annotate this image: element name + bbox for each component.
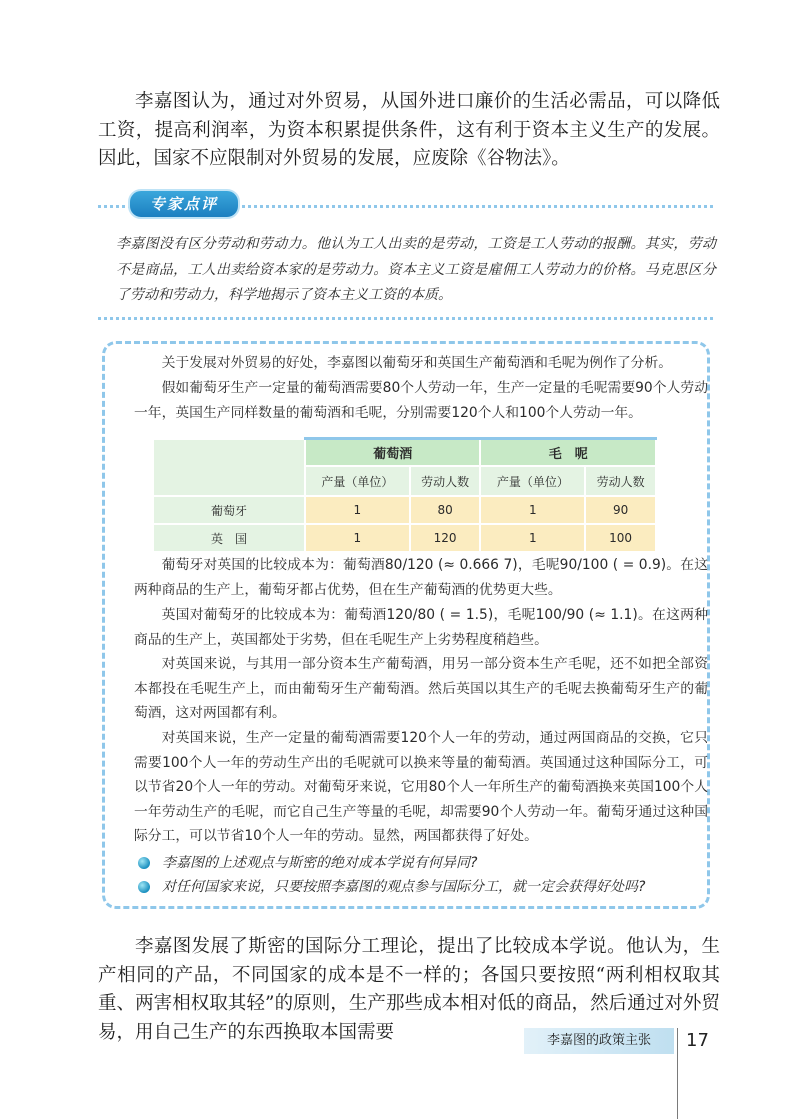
intro-paragraph: 李嘉图认为，通过对外贸易，从国外进口廉价的生活必需品，可以降低工资，提高利润率，为资本积累提供条件，这有利于资本主义生产的发展。因此，国家不应限制对外贸易的发展，应废除《谷物法》。 bbox=[98, 91, 720, 169]
table-cell: 1 bbox=[480, 524, 585, 552]
labor-cost-table bbox=[152, 437, 657, 553]
question-text: 李嘉图的上述观点与斯密的绝对成本学说有何异同? bbox=[162, 855, 478, 871]
table-cell: 1 bbox=[480, 496, 585, 524]
box-paragraph-intro: 关于发展对外贸易的好处，李嘉图以葡萄牙和英国生产葡萄酒和毛呢为例作了分析。 bbox=[161, 355, 673, 371]
page-number: 17 bbox=[686, 1030, 709, 1051]
expert-comment-text: 李嘉图没有区分劳动和劳动力。他认为工人出卖的是劳动，工资是工人劳动的报酬。其实，劳动不是商品，工人出卖给资本家的是劳动力。资本主义工资是雇佣工人劳动力的价格。马克思区分了劳动和劳动力，科学地揭示了资本主义工资的本质。 bbox=[116, 236, 716, 303]
table-cell: 1 bbox=[305, 496, 410, 524]
table-row bbox=[153, 524, 656, 552]
closing-paragraph: 李嘉图发展了斯密的国际分工理论，提出了比较成本学说。他认为，生产相同的产品，不同国家的成本是不一样的；各国只要按照“两利相权取其重、两害相权取其轻”的原则，生产那些成本相对低的商品，然后通过对外贸易，用自己生产的东西换取本国需要 bbox=[98, 936, 720, 1043]
question-text: 对任何国家来说，只要按照李嘉图的观点参与国际分工，就一定会获得好处吗? bbox=[162, 879, 646, 895]
question-item bbox=[138, 851, 698, 875]
footer-section-title: 李嘉图的政策主张 bbox=[524, 1028, 674, 1054]
table-row bbox=[153, 496, 656, 524]
box-paragraph-gains: 对英国来说，生产一定量的葡萄酒需要120个人一年的劳动，通过两国商品的交换，它只需要100个人一年的劳动生产出的毛呢就可以换来等量的葡萄酒。英国通过这种国际分工，可以节省20个人一年的劳动。对葡萄牙来说，它用80个人一年所生产的葡萄酒换来英国100个人一年劳动生产的毛呢，而它自己生产等量的毛呢，却需要90个人劳动一年。葡萄牙通过这种国际分工，可以节省10个人一年的劳动。显然，两国都获得了好处。 bbox=[134, 730, 708, 844]
table-subheader: 产量（单位） bbox=[480, 466, 585, 496]
table-subheader: 劳动人数 bbox=[410, 466, 481, 496]
bullet-icon bbox=[138, 857, 150, 869]
table-cell: 120 bbox=[410, 524, 481, 552]
box-paragraph-england-cost: 英国对葡萄牙的比较成本为：葡萄酒120/80 ( = 1.5)，毛呢100/90 (≈ 1.1)。在这两种商品的生产上，英国都处于劣势，但在毛呢生产上劣势程度稍趋些。 bbox=[134, 607, 708, 648]
question-item bbox=[138, 875, 698, 899]
bullet-icon bbox=[138, 881, 150, 893]
table-cell: 90 bbox=[585, 496, 656, 524]
table-corner bbox=[153, 439, 305, 497]
table-cell: 100 bbox=[585, 524, 656, 552]
table-row-label: 葡萄牙 bbox=[153, 496, 305, 524]
table-subheader: 劳动人数 bbox=[585, 466, 656, 496]
table-cell: 1 bbox=[305, 524, 410, 552]
table-header-wine: 葡萄酒 bbox=[305, 439, 480, 467]
expert-divider-bottom bbox=[98, 317, 713, 320]
table-subheader: 产量（单位） bbox=[305, 466, 410, 496]
table-row-label: 英 国 bbox=[153, 524, 305, 552]
box-paragraph-portugal-cost: 葡萄牙对英国的比较成本为：葡萄酒80/120 (≈ 0.666 7)，毛呢90/100 ( = 0.9)。在这两种商品的生产上，葡萄牙都占优势，但在生产葡萄酒的优势更大些。 bbox=[134, 557, 708, 598]
table-cell: 80 bbox=[410, 496, 481, 524]
discussion-questions bbox=[138, 851, 698, 899]
expert-comment-badge: 专家点评 bbox=[128, 189, 240, 219]
box-paragraph-assumption: 假如葡萄牙生产一定量的葡萄酒需要80个人劳动一年，生产一定量的毛呢需要90个人劳动一年，英国生产同样数量的葡萄酒和毛呢，分别需要120个人和100个人劳动一年。 bbox=[134, 380, 708, 421]
table-header-cloth: 毛 呢 bbox=[480, 439, 656, 467]
footer-divider bbox=[677, 1028, 678, 1119]
box-paragraph-specialization: 对英国来说，与其用一部分资本生产葡萄酒，用另一部分资本生产毛呢，还不如把全部资本都投在毛呢生产上，而由葡萄牙生产葡萄酒。然后英国以其生产的毛呢去换葡萄牙生产的葡萄酒，这对两国都有利。 bbox=[134, 656, 708, 721]
